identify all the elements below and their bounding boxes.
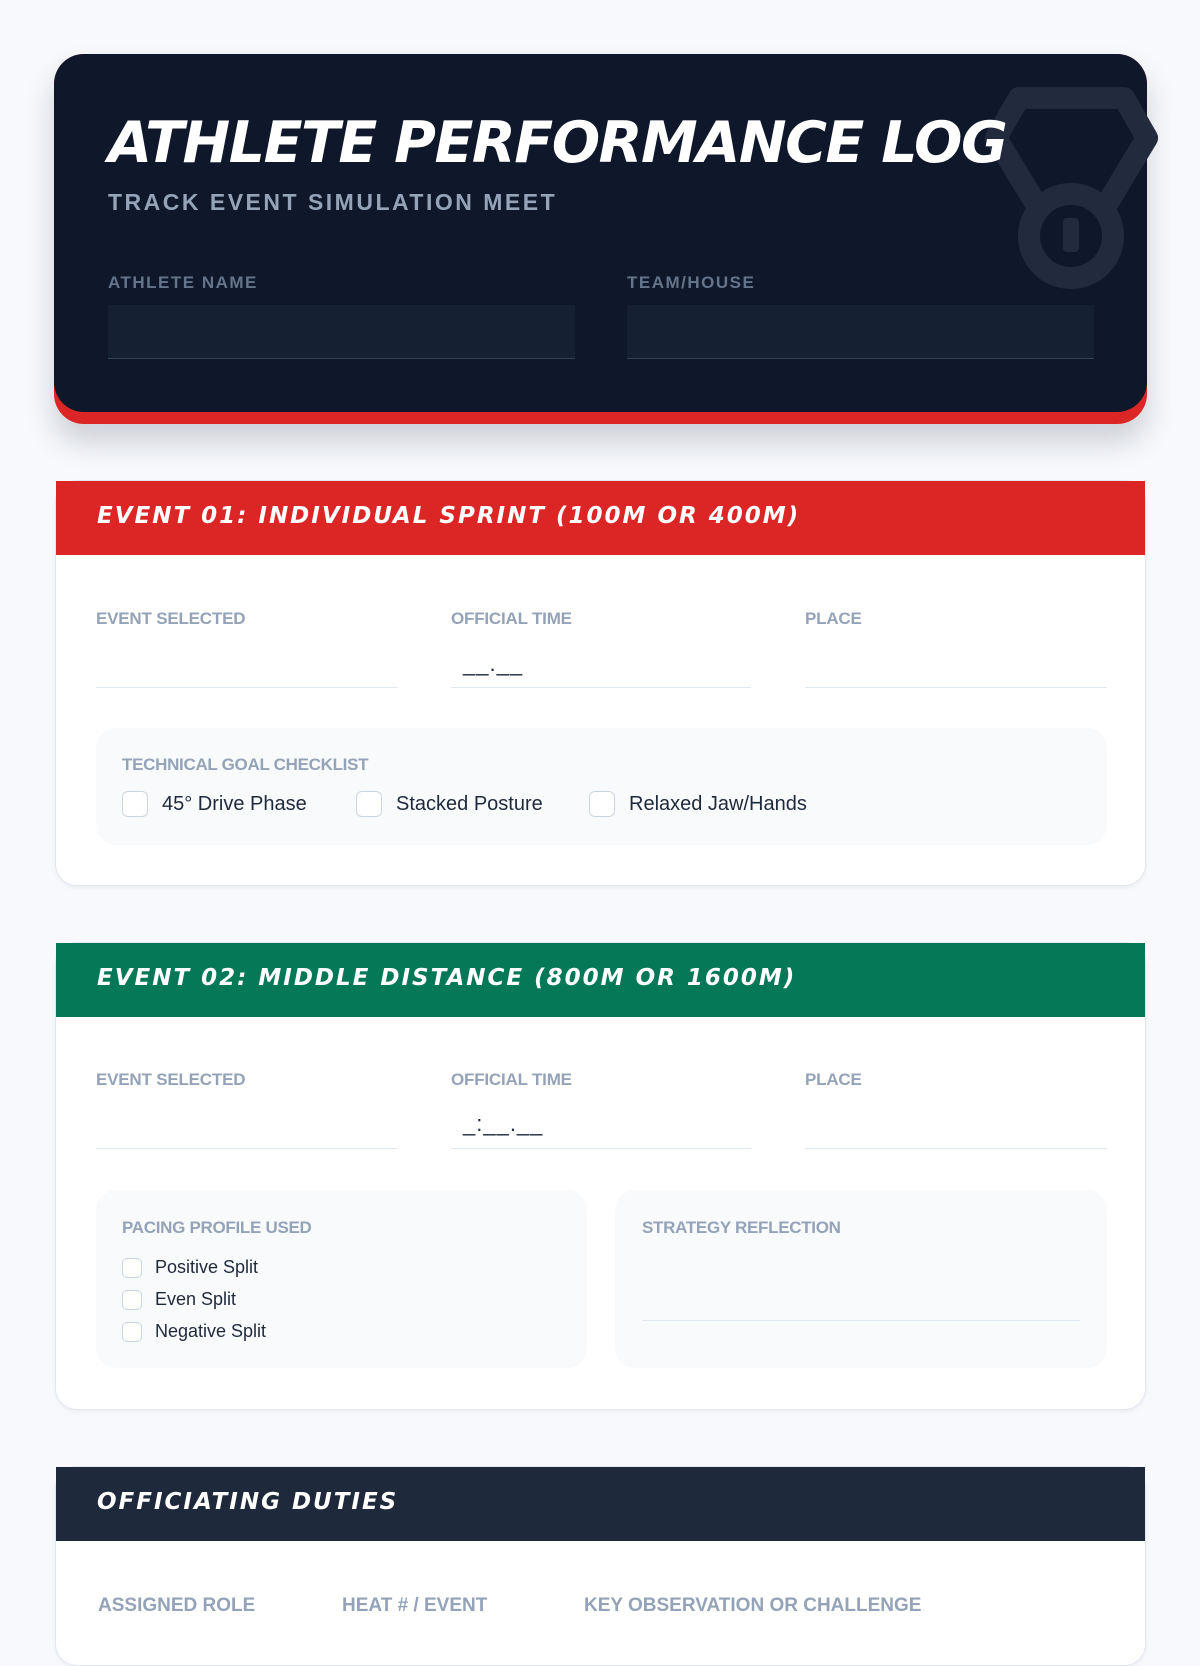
event1-event-selected-field[interactable]	[96, 687, 398, 688]
strategy-reflection-panel	[615, 1190, 1107, 1368]
checkbox[interactable]	[122, 1290, 142, 1310]
col-key-observation: KEY OBSERVATION OR CHALLENGE	[584, 1595, 922, 1616]
checklist-item[interactable]	[122, 791, 307, 817]
team-label: TEAM/HOUSE	[627, 273, 756, 292]
event2-card	[55, 942, 1146, 1410]
checklist-label: TECHNICAL GOAL CHECKLIST	[122, 755, 369, 774]
medal-icon	[979, 86, 1164, 286]
event1-place-field[interactable]	[805, 687, 1107, 688]
event2-place-label: PLACE	[805, 1070, 862, 1089]
technical-checklist-panel	[96, 728, 1107, 845]
pacing-option[interactable]	[122, 1289, 236, 1310]
athlete-name-input[interactable]	[108, 305, 575, 359]
checkbox[interactable]	[122, 791, 148, 817]
col-heat-event: HEAT # / EVENT	[342, 1595, 488, 1616]
team-input[interactable]	[627, 305, 1094, 359]
event2-event-selected-label: EVENT SELECTED	[96, 1070, 246, 1089]
checklist-item-label: Relaxed Jaw/Hands	[629, 792, 807, 815]
athlete-name-label: ATHLETE NAME	[108, 273, 258, 292]
page-title: ATHLETE PERFORMANCE LOG	[108, 110, 1007, 176]
checkbox[interactable]	[122, 1258, 142, 1278]
event2-event-selected-field[interactable]	[96, 1148, 398, 1149]
event1-card	[55, 480, 1146, 886]
pacing-option[interactable]	[122, 1321, 266, 1342]
officiating-title: OFFICIATING DUTIES	[97, 1489, 399, 1515]
event1-official-time-label: OFFICIAL TIME	[451, 609, 572, 628]
pacing-option-label: Even Split	[155, 1289, 237, 1309]
officiating-header	[56, 1467, 1145, 1541]
event2-title: EVENT 02: MIDDLE DISTANCE (800M OR 1600M)	[97, 965, 797, 991]
event2-header	[56, 943, 1145, 1017]
event1-event-selected-label: EVENT SELECTED	[96, 609, 246, 628]
checklist-item-label: 45° Drive Phase	[162, 792, 307, 815]
pacing-profile-panel	[96, 1190, 587, 1368]
event2-official-time-label: OFFICIAL TIME	[451, 1070, 572, 1089]
pacing-label: PACING PROFILE USED	[122, 1218, 312, 1237]
header-card	[54, 54, 1147, 424]
checkbox[interactable]	[589, 791, 615, 817]
event2-official-time-field[interactable]	[451, 1148, 751, 1149]
event1-official-time-mask: __.__	[463, 651, 524, 676]
header-panel	[54, 54, 1147, 412]
reflection-label: STRATEGY REFLECTION	[642, 1218, 841, 1237]
checklist-item-label: Stacked Posture	[396, 792, 543, 815]
pacing-option-label: Negative Split	[155, 1321, 267, 1341]
event1-place-label: PLACE	[805, 609, 862, 628]
checkbox[interactable]	[122, 1322, 142, 1342]
pacing-option-label: Positive Split	[155, 1257, 259, 1277]
officiating-card	[55, 1466, 1146, 1666]
pacing-option[interactable]	[122, 1257, 258, 1278]
event2-official-time-mask: _:__.__	[463, 1111, 544, 1136]
checkbox[interactable]	[356, 791, 382, 817]
event1-header	[56, 481, 1145, 555]
event2-place-field[interactable]	[805, 1148, 1107, 1149]
checklist-item[interactable]	[356, 791, 543, 817]
event1-official-time-field[interactable]	[451, 687, 751, 688]
event1-title: EVENT 01: INDIVIDUAL SPRINT (100M OR 400M)	[97, 503, 801, 529]
page-subtitle: TRACK EVENT SIMULATION MEET	[108, 189, 558, 215]
checklist-item[interactable]	[589, 791, 807, 817]
col-assigned-role: ASSIGNED ROLE	[98, 1595, 256, 1616]
reflection-field[interactable]	[642, 1320, 1080, 1321]
